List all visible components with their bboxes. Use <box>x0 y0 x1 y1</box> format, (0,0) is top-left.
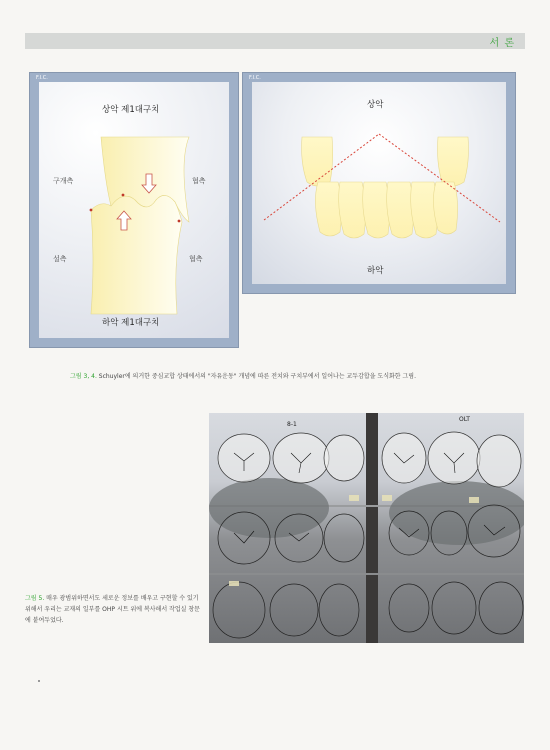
window-mullion <box>366 413 378 643</box>
figure-caption-5 <box>25 593 205 626</box>
caption-text: Schuyler에 의거한 중심교합 상태에서의 "자유운동" 개념에 따른 전치와 구치부에서 일어나는 교두감합을 도식화한 그림. <box>96 373 416 380</box>
figure-tag: F.I.C. <box>249 75 261 81</box>
contact-dot <box>178 220 181 223</box>
sheet-label-right: OLT <box>459 416 470 423</box>
incisor-diagram <box>252 82 506 284</box>
header-bar <box>25 33 525 49</box>
caption-label: 그림 5. <box>25 595 45 602</box>
contact-dot <box>90 209 93 212</box>
figure-tag: F.I.C. <box>36 75 48 81</box>
contact-dot <box>122 194 125 197</box>
window-photo <box>209 413 524 643</box>
upper-jaw-label: 상악 <box>367 100 384 110</box>
upper-tooth <box>438 137 469 186</box>
lower-jaw-label: 하악 <box>367 266 384 276</box>
window-rail <box>209 573 524 575</box>
section-label: 서 론 <box>489 38 515 49</box>
photo-illustration <box>209 413 524 643</box>
label-palatal: 구개측 <box>53 177 74 185</box>
molar-diagram <box>39 82 229 338</box>
page-mark <box>38 680 40 682</box>
caption-text: 매우 광범위하면서도 세로운 정보를 배우고 구현할 수 있기 위해서 우리는 교재의 일부를 OHP 시트 위에 복사해서 작업실 창문에 붙여두었다. <box>25 595 200 624</box>
figure-molar-occlusion <box>29 72 239 348</box>
label-lingual: 설측 <box>53 255 67 263</box>
label-buccal-upper: 협측 <box>192 177 206 185</box>
lower-teeth <box>315 182 457 238</box>
sheet-label-left: 8-1 <box>287 421 297 428</box>
figure-anterior-occlusion <box>242 72 516 294</box>
lower-molar-shape <box>91 195 182 314</box>
label-buccal-lower: 협측 <box>189 255 203 263</box>
upper-molar-title: 상악 제1대구치 <box>102 105 160 115</box>
figure-canvas <box>39 82 229 338</box>
lower-molar-title: 하악 제1대구치 <box>102 318 160 328</box>
caption-label: 그림 3, 4. <box>70 373 97 380</box>
figure-caption-3-4 <box>70 372 490 381</box>
upper-tooth <box>302 137 333 186</box>
figure-canvas <box>252 82 506 284</box>
